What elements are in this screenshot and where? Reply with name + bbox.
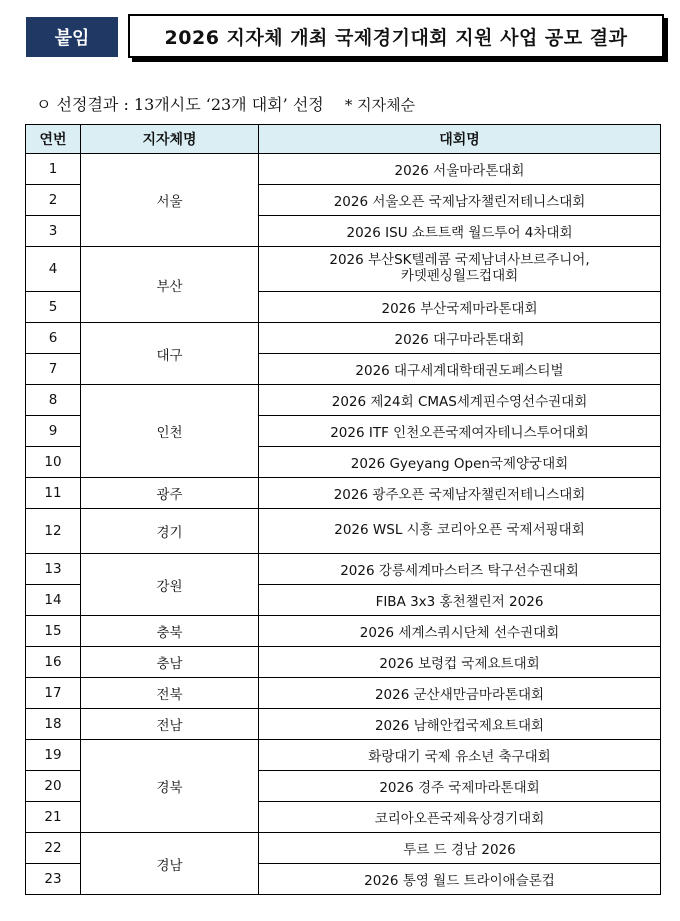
row-event-line2: 카뎃펜싱월드컵대회 [400, 268, 519, 284]
row-event-line1: 2026 부산SK텔레콤 국제남녀사브르주니어, [329, 252, 590, 269]
row-no: 15 [26, 616, 81, 647]
row-no: 12 [26, 509, 81, 554]
row-event: 2026 세계스쿼시단체 선수권대회 [259, 616, 661, 647]
row-event: 화랑대기 국제 유소년 축구대회 [259, 740, 661, 771]
row-event: 2026 대구세계대학태권도페스티벌 [259, 354, 661, 385]
row-city: 경남 [81, 833, 259, 895]
row-no: 21 [26, 802, 81, 833]
row-no: 22 [26, 833, 81, 864]
row-event: 2026 경주 국제마라톤대회 [259, 771, 661, 802]
table-row [26, 678, 661, 709]
row-no: 2 [26, 185, 81, 216]
row-city: 강원 [81, 554, 259, 616]
row-no: 8 [26, 385, 81, 416]
table-header-row [26, 125, 661, 154]
page-title: 2026 지자체 개최 국제경기대회 지원 사업 공모 결과 [128, 14, 664, 58]
row-city: 서울 [81, 154, 259, 247]
selection-summary [36, 92, 415, 115]
row-no: 9 [26, 416, 81, 447]
table-row [26, 740, 661, 771]
row-no: 14 [26, 585, 81, 616]
table-row [26, 154, 661, 185]
header-city: 지자체명 [81, 125, 259, 154]
table-row [26, 247, 661, 292]
row-city: 대구 [81, 323, 259, 385]
row-no: 23 [26, 864, 81, 895]
table-row [26, 833, 661, 864]
row-no: 1 [26, 154, 81, 185]
row-event: 2026 ISU 쇼트트랙 월드투어 4차대회 [259, 216, 661, 247]
row-no: 10 [26, 447, 81, 478]
table-row [26, 554, 661, 585]
row-city: 전남 [81, 709, 259, 740]
row-city: 경기 [81, 509, 259, 554]
table-row [26, 323, 661, 354]
summary-note: * 지자체순 [344, 96, 416, 114]
row-event: 투르 드 경남 2026 [259, 833, 661, 864]
row-event: 코리아오픈국제육상경기대회 [259, 802, 661, 833]
row-event: 2026 부산국제마라톤대회 [259, 292, 661, 323]
row-event: 2026 통영 월드 트라이애슬론컵 [259, 864, 661, 895]
row-no: 5 [26, 292, 81, 323]
attachment-badge: 붙임 [26, 17, 118, 57]
row-event: 2026 광주오픈 국제남자챌린저테니스대회 [259, 478, 661, 509]
header-event: 대회명 [259, 125, 661, 154]
row-no: 7 [26, 354, 81, 385]
row-no: 13 [26, 554, 81, 585]
row-city: 충남 [81, 647, 259, 678]
row-event: 2026 남해안컵국제요트대회 [259, 709, 661, 740]
table-row [26, 647, 661, 678]
table-row [26, 509, 661, 554]
row-event: 2026 대구마라톤대회 [259, 323, 661, 354]
row-no: 3 [26, 216, 81, 247]
row-event: 2026 WSL 시흥 코리아오픈 국제서핑대회 [259, 509, 661, 554]
row-no: 4 [26, 247, 81, 292]
row-no: 11 [26, 478, 81, 509]
row-event: 2026 서울오픈 국제남자챌린저테니스대회 [259, 185, 661, 216]
row-city: 부산 [81, 247, 259, 323]
row-event: 2026 보령컵 국제요트대회 [259, 647, 661, 678]
row-city: 충북 [81, 616, 259, 647]
summary-text: ㅇ 선정결과 : 13개시도 ‘23개 대회’ 선정 [36, 95, 324, 114]
row-event [259, 247, 661, 292]
table-row [26, 478, 661, 509]
row-no: 19 [26, 740, 81, 771]
row-city: 인천 [81, 385, 259, 478]
row-event: 2026 강릉세계마스터즈 탁구선수권대회 [259, 554, 661, 585]
row-city: 경북 [81, 740, 259, 833]
row-event: 2026 Gyeyang Open국제양궁대회 [259, 447, 661, 478]
row-event: 2026 서울마라톤대회 [259, 154, 661, 185]
table-row [26, 709, 661, 740]
table-row [26, 616, 661, 647]
row-event: 2026 ITF 인천오픈국제여자테니스투어대회 [259, 416, 661, 447]
row-event: FIBA 3x3 홍천챌린저 2026 [259, 585, 661, 616]
table-row [26, 385, 661, 416]
header-no: 연번 [26, 125, 81, 154]
row-event: 2026 군산새만금마라톤대회 [259, 678, 661, 709]
row-no: 17 [26, 678, 81, 709]
row-city: 전북 [81, 678, 259, 709]
row-no: 18 [26, 709, 81, 740]
row-city: 광주 [81, 478, 259, 509]
row-no: 16 [26, 647, 81, 678]
results-table [25, 124, 661, 895]
row-event: 2026 제24회 CMAS세계핀수영선수권대회 [259, 385, 661, 416]
row-no: 6 [26, 323, 81, 354]
row-no: 20 [26, 771, 81, 802]
